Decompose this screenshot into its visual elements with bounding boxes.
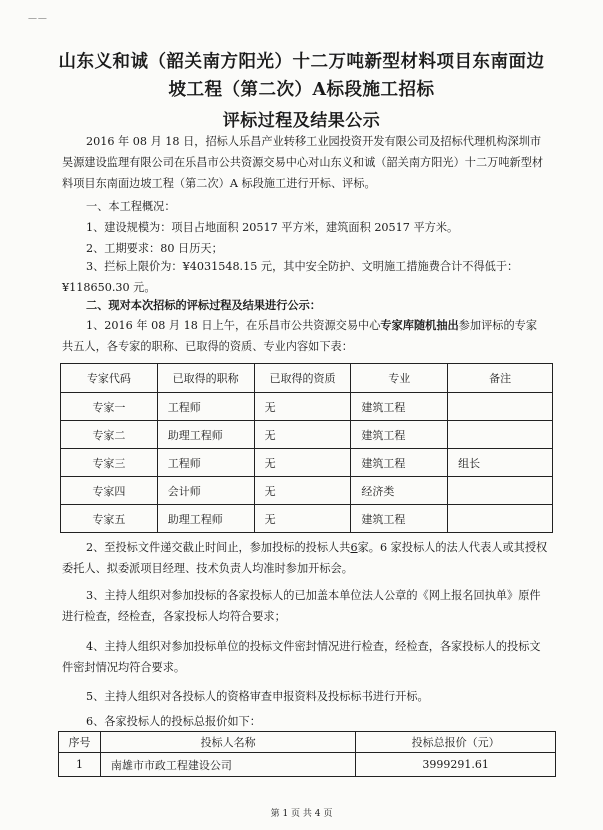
procedure-2	[62, 537, 548, 579]
table-row	[61, 505, 553, 533]
expert-title: 工程师	[157, 449, 254, 477]
bid-table	[58, 731, 556, 777]
title-line-3: 评标过程及结果公示	[222, 111, 381, 131]
header-code: 专家代码	[61, 364, 158, 393]
procedure-1-b: 专家库随机抽出	[380, 318, 459, 332]
scan-mark: — —	[28, 14, 46, 24]
table-row	[59, 753, 556, 777]
expert-remark	[448, 505, 553, 533]
header-bid-total: 投标总报价（元）	[356, 732, 556, 753]
bid-index: 1	[59, 753, 101, 777]
expert-title: 助理工程师	[157, 505, 254, 533]
bidder-name: 南雄市市政工程建设公司	[100, 753, 355, 777]
procedure-1	[62, 315, 548, 357]
expert-code: 专家五	[61, 505, 158, 533]
expert-title: 工程师	[157, 393, 254, 421]
expert-qualification: 无	[254, 449, 351, 477]
overview-item-1: 1、建设规模为：项目占地面积 20517 平方米，建筑面积 20517 平方米。	[86, 221, 459, 234]
header-remark: 备注	[448, 364, 553, 393]
procedure-3: 3、主持人组织对参加投标的各家投标人的已加盖本单位法人公章的《网上报名回执单》原件进行检查，经检查，各家投标人均符合要求；	[62, 589, 541, 623]
expert-specialty: 建筑工程	[351, 393, 448, 421]
table-row	[61, 477, 553, 505]
page-footer: 第 1 页 共 4 页	[270, 809, 333, 819]
procedure-2-b: 家。6 家投标人的法人代表人或其授权委托人、拟委派项目经理、技术负责人均准时参加开标会。	[62, 541, 548, 575]
header-title: 已取得的职称	[157, 364, 254, 393]
table-row	[61, 393, 553, 421]
section2-heading: 二、现对本次招标的评标过程及结果进行公示：	[86, 298, 321, 312]
procedure-4: 4、主持人组织对参加投标单位的投标文件密封情况进行检查，经检查，各家投标人的投标文件密封情况均符合要求。	[62, 640, 541, 674]
expert-specialty: 建筑工程	[351, 421, 448, 449]
procedure-1-c: 参加评标的专家共五人，各专家的职称、已取得的资质、专业内容如下表：	[62, 319, 538, 353]
expert-code: 专家三	[61, 449, 158, 477]
intro-paragraph: 2016 年 08 月 18 日，招标人乐昌产业转移工业园投资开发有限公司及招标代理机构深圳市昊源建设监理有限公司在乐昌市公共资源交易中心对山东义和诚（韶关南方阳光）十二万吨新型材料项目东南面边坡工程（第二次）A 标段施工进行开标、评标。	[62, 135, 544, 190]
procedure-6: 6、各家投标人的投标总报价如下：	[86, 715, 261, 728]
bid-total: 3999291.61	[356, 753, 556, 777]
header-bidder: 投标人名称	[100, 732, 355, 753]
expert-specialty: 建筑工程	[351, 449, 448, 477]
expert-table	[60, 363, 553, 533]
expert-qualification: 无	[254, 505, 351, 533]
table-row	[61, 449, 553, 477]
header-specialty: 专业	[351, 364, 448, 393]
expert-code: 专家一	[61, 393, 158, 421]
expert-qualification: 无	[254, 421, 351, 449]
expert-remark	[448, 477, 553, 505]
header-index: 序号	[59, 732, 101, 753]
expert-code: 专家二	[61, 421, 158, 449]
header-qualification: 已取得的资质	[254, 364, 351, 393]
bidder-count: 6	[350, 541, 358, 554]
section1-heading: 一、本工程概况：	[86, 200, 176, 213]
expert-qualification: 无	[254, 393, 351, 421]
expert-title: 会计师	[157, 477, 254, 505]
expert-title: 助理工程师	[157, 421, 254, 449]
expert-specialty: 建筑工程	[351, 505, 448, 533]
expert-table-header	[61, 364, 553, 393]
procedure-1-a: 1、2016 年 08 月 18 日上午，在乐昌市公共资源交易中心	[86, 319, 381, 332]
title-line-1: 山东义和诚（韶关南方阳光）十二万吨新型材料项目东南面边	[58, 52, 545, 72]
table-row	[61, 421, 553, 449]
title-line-2: 坡工程（第二次）A标段施工招标	[168, 80, 435, 100]
overview-item-3: 3、拦标上限价为：¥4031548.15 元，其中安全防护、文明施工措施费合计不得低于：¥118650.30 元。	[62, 260, 519, 294]
procedure-5: 5、主持人组织对各投标人的资格审查申报资料及投标标书进行开标。	[86, 690, 429, 703]
overview-item-2: 2、工期要求：80 日历天；	[86, 242, 223, 255]
expert-remark: 组长	[448, 449, 553, 477]
expert-specialty: 经济类	[351, 477, 448, 505]
procedure-2-a: 2、至投标文件递交截止时间止，参加投标的投标人共	[86, 541, 351, 554]
expert-code: 专家四	[61, 477, 158, 505]
expert-remark	[448, 393, 553, 421]
bid-table-header	[59, 732, 556, 753]
expert-qualification: 无	[254, 477, 351, 505]
expert-remark	[448, 421, 553, 449]
